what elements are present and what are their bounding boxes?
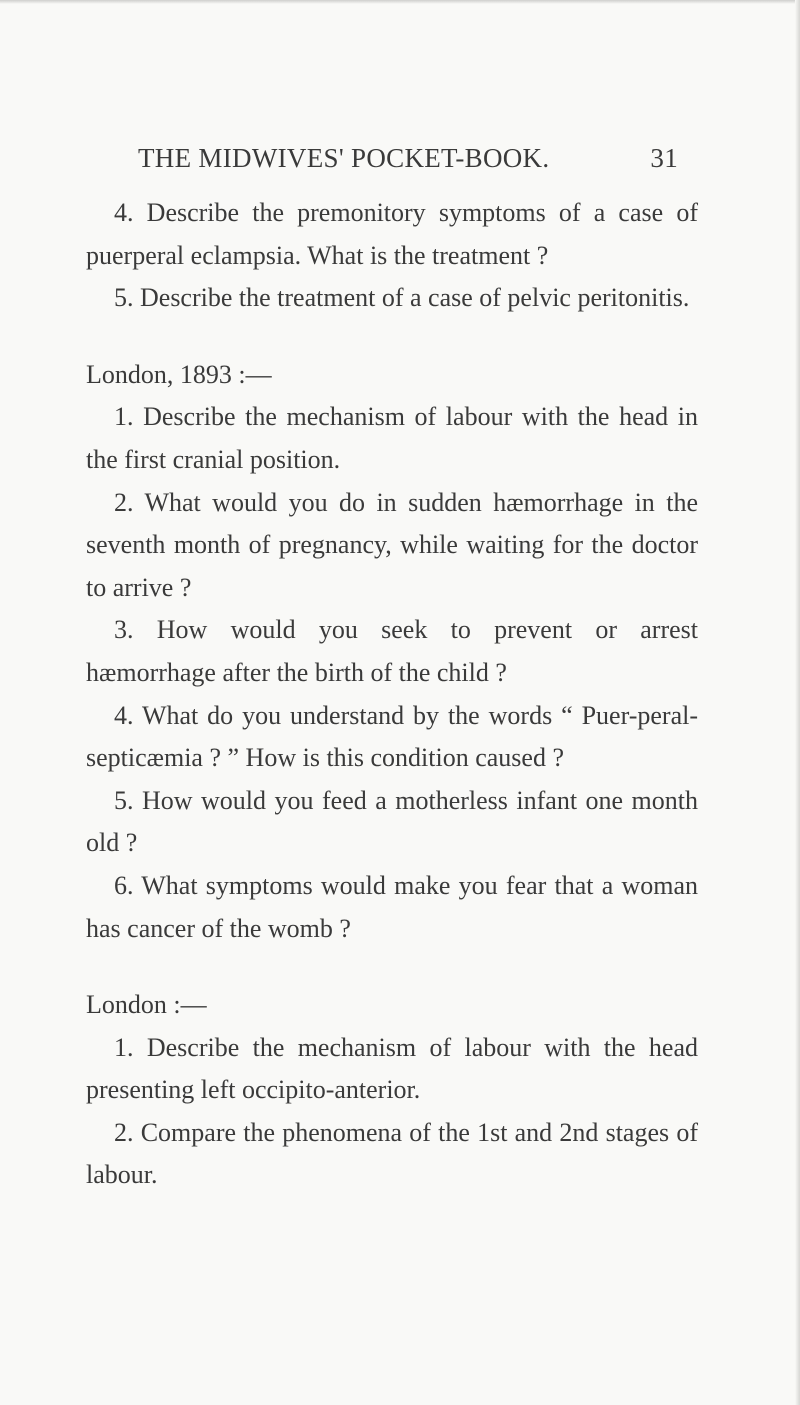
question-item: 2. What would you do in sudden hæmorrhage in the seventh month of pregnancy, while waiting for the doctor to arrive ? [86, 487, 698, 602]
question-item: 2. Compare the phenomena of the 1st and 2nd stages of labour. [86, 1117, 698, 1190]
question-item: 3. How would you seek to prevent or arrest hæmorrhage after the birth of the child ? [86, 615, 698, 687]
section-heading: London :— [86, 990, 207, 1020]
page-header [138, 143, 678, 179]
question-item: 4. What do you understand by the words “ Puer-peral-septicæmia ? ” How is this condition caused ? [86, 700, 698, 773]
page-body [86, 192, 698, 1197]
section-heading: London, 1893 :— [86, 359, 272, 389]
page-right-edge [795, 0, 800, 1405]
question-item: 1. Describe the mechanism of labour with the head in the first cranial position. [86, 402, 698, 474]
question-item: 5. Describe the treatment of a case of pelvic peritonitis. [114, 283, 690, 313]
question-item: 5. How would you feed a motherless infant one month old ? [86, 785, 698, 858]
question-item: 4. Describe the premonitory symptoms of a case of puerperal eclampsia. What is the treatment ? [86, 198, 698, 270]
page-number: 31 [650, 143, 678, 173]
question-item: 1. Describe the mechanism of labour with the head presenting left occipito-anterior. [86, 1032, 698, 1105]
page-top-edge [0, 0, 800, 4]
running-title: THE MIDWIVES' POCKET-BOOK. [138, 143, 550, 173]
question-item: 6. What symptoms would make you fear that a woman has cancer of the womb ? [86, 870, 698, 943]
